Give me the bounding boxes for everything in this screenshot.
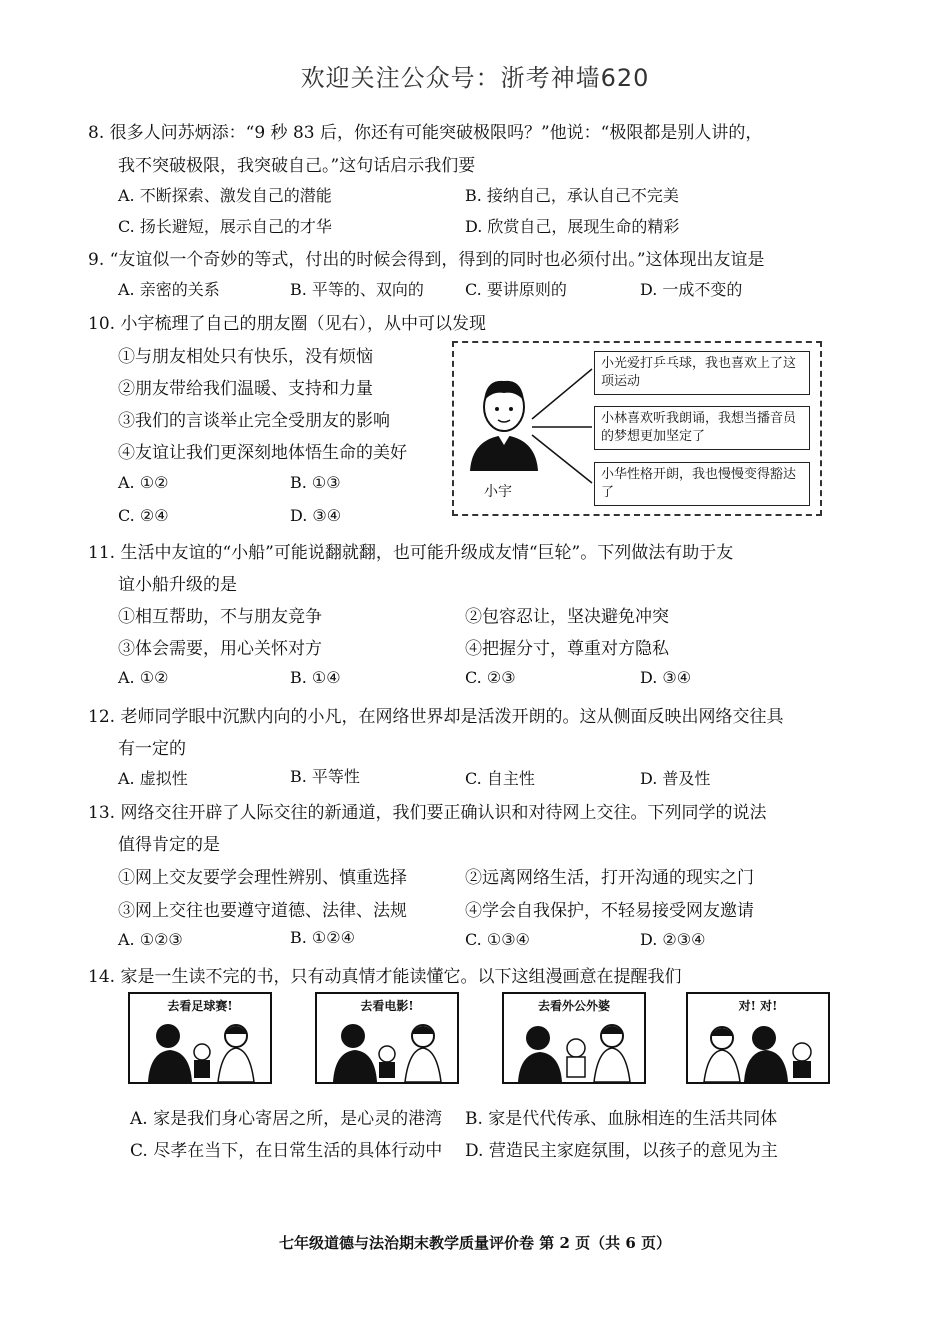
- q14-option-a[interactable]: A. 家是我们身心寄居之所，是心灵的港湾: [130, 1109, 443, 1129]
- q10-option-a[interactable]: A. ①②: [118, 473, 169, 492]
- comic-panel-1: [128, 992, 272, 1084]
- comic-caption-1: 去看足球赛!: [167, 999, 233, 1013]
- q10-option-c[interactable]: C. ②④: [118, 506, 169, 525]
- q13-statement-1: ①网上交友要学会理性辨别、慎重选择: [118, 868, 407, 888]
- q13-statement-4: ④学会自我保护，不轻易接受网友邀请: [465, 901, 754, 921]
- q9-stem: 9. “友谊似一个奇妙的等式，付出的时候会得到，得到的同时也必须付出。”这体现出友谊是: [88, 250, 765, 270]
- q11-statement-2: ②包容忍让，坚决避免冲突: [465, 607, 669, 627]
- q10-statement-1: ①与朋友相处只有快乐，没有烦恼: [118, 347, 373, 367]
- q8-option-d[interactable]: D. 欣赏自己，展现生命的精彩: [465, 217, 680, 236]
- q10-statement-4: ④友谊让我们更深刻地体悟生命的美好: [118, 443, 407, 463]
- q11-option-b[interactable]: B. ①④: [290, 668, 341, 687]
- q8-stem-line2: 我不突破极限，我突破自己。”这句话启示我们要: [118, 156, 476, 176]
- q13-option-d[interactable]: D. ②③④: [640, 930, 706, 949]
- page-header-watermark: 欢迎关注公众号：浙考神墙620: [300, 64, 650, 92]
- bubble-xiaohua: 小华性格开朗，我也慢慢变得豁达了: [594, 462, 810, 506]
- q8-stem-line1: 8. 很多人问苏炳添：“9 秒 83 后，你还有可能突破极限吗？”他说：“极限都是别人讲的，: [88, 123, 763, 143]
- q9-option-d[interactable]: D. 一成不变的: [640, 280, 743, 299]
- q12-option-c[interactable]: C. 自主性: [465, 769, 535, 788]
- q10-statement-3: ③我们的言谈举止完全受朋友的影响: [118, 411, 390, 431]
- q10-option-b[interactable]: B. ①③: [290, 473, 341, 492]
- q9-option-b[interactable]: B. 平等的、双向的: [290, 280, 424, 299]
- q8-option-a[interactable]: A. 不断探索、激发自己的潜能: [118, 186, 332, 205]
- q8-option-b[interactable]: B. 接纳自己，承认自己不完美: [465, 186, 679, 205]
- comic-panel-2: [315, 992, 459, 1084]
- q12-option-d[interactable]: D. 普及性: [640, 769, 711, 788]
- q9-option-c[interactable]: C. 要讲原则的: [465, 280, 567, 299]
- bubble-xiaolin: 小林喜欢听我朗诵，我想当播音员的梦想更加坚定了: [594, 406, 810, 450]
- q11-option-a[interactable]: A. ①②: [118, 668, 169, 687]
- q13-option-b[interactable]: B. ①②④: [290, 928, 355, 947]
- comic-caption-4: 对! 对!: [738, 999, 778, 1013]
- comic-panel-3: [502, 992, 646, 1084]
- q10-statement-2: ②朋友带给我们温暖、支持和力量: [118, 379, 373, 399]
- boy-icon: [470, 381, 538, 471]
- q14-option-b[interactable]: B. 家是代代传承、血脉相连的生活共同体: [465, 1109, 778, 1129]
- q11-stem-line2: 谊小船升级的是: [118, 575, 237, 595]
- bubble-xiaoguang: 小光爱打乒乓球，我也喜欢上了这项运动: [594, 351, 810, 395]
- q11-statement-1: ①相互帮助，不与朋友竞争: [118, 607, 322, 627]
- q13-statement-2: ②远离网络生活，打开沟通的现实之门: [465, 868, 754, 888]
- q12-option-a[interactable]: A. 虚拟性: [118, 769, 188, 788]
- q11-statement-4: ④把握分寸，尊重对方隐私: [465, 639, 669, 659]
- q11-option-d[interactable]: D. ③④: [640, 668, 692, 687]
- comic-caption-3: 去看外公外婆: [537, 999, 610, 1013]
- q13-option-a[interactable]: A. ①②③: [118, 930, 183, 949]
- figure-caption-xiaoyu: 小宇: [484, 484, 512, 500]
- q13-option-c[interactable]: C. ①③④: [465, 930, 530, 949]
- page-footer: 七年级道德与法治期末教学质量评价卷 第 2 页（共 6 页）: [279, 1234, 671, 1252]
- q14-stem: 14. 家是一生读不完的书，只有动真情才能读懂它。以下这组漫画意在提醒我们: [88, 967, 682, 987]
- q8-option-c[interactable]: C. 扬长避短，展示自己的才华: [118, 217, 332, 236]
- q9-option-a[interactable]: A. 亲密的关系: [118, 280, 220, 299]
- q11-option-c[interactable]: C. ②③: [465, 668, 516, 687]
- q12-option-b[interactable]: B. 平等性: [290, 767, 360, 786]
- q12-stem-line1: 12. 老师同学眼中沉默内向的小凡，在网络世界却是活泼开朗的。这从侧面反映出网络交往具: [88, 707, 784, 727]
- q14-option-d[interactable]: D. 营造民主家庭氛围，以孩子的意见为主: [465, 1141, 778, 1161]
- q11-statement-3: ③体会需要，用心关怀对方: [118, 639, 322, 659]
- q10-stem: 10. 小宇梳理了自己的朋友圈（见右），从中可以发现: [88, 314, 486, 334]
- q11-stem-line1: 11. 生活中友谊的“小船”可能说翻就翻，也可能升级成友情“巨轮”。下列做法有助于友: [88, 543, 734, 563]
- q14-option-c[interactable]: C. 尽孝在当下，在日常生活的具体行动中: [130, 1141, 443, 1161]
- q13-stem-line2: 值得肯定的是: [118, 835, 220, 855]
- q13-stem-line1: 13. 网络交往开辟了人际交往的新通道，我们要正确认识和对待网上交往。下列同学的说法: [88, 803, 767, 823]
- comic-panel-4: [686, 992, 830, 1084]
- q13-statement-3: ③网上交往也要遵守道德、法律、法规: [118, 901, 407, 921]
- comic-caption-2: 去看电影!: [360, 999, 414, 1013]
- q10-option-d[interactable]: D. ③④: [290, 506, 342, 525]
- friend-circle-figure: [452, 341, 822, 516]
- q12-stem-line2: 有一定的: [118, 739, 186, 759]
